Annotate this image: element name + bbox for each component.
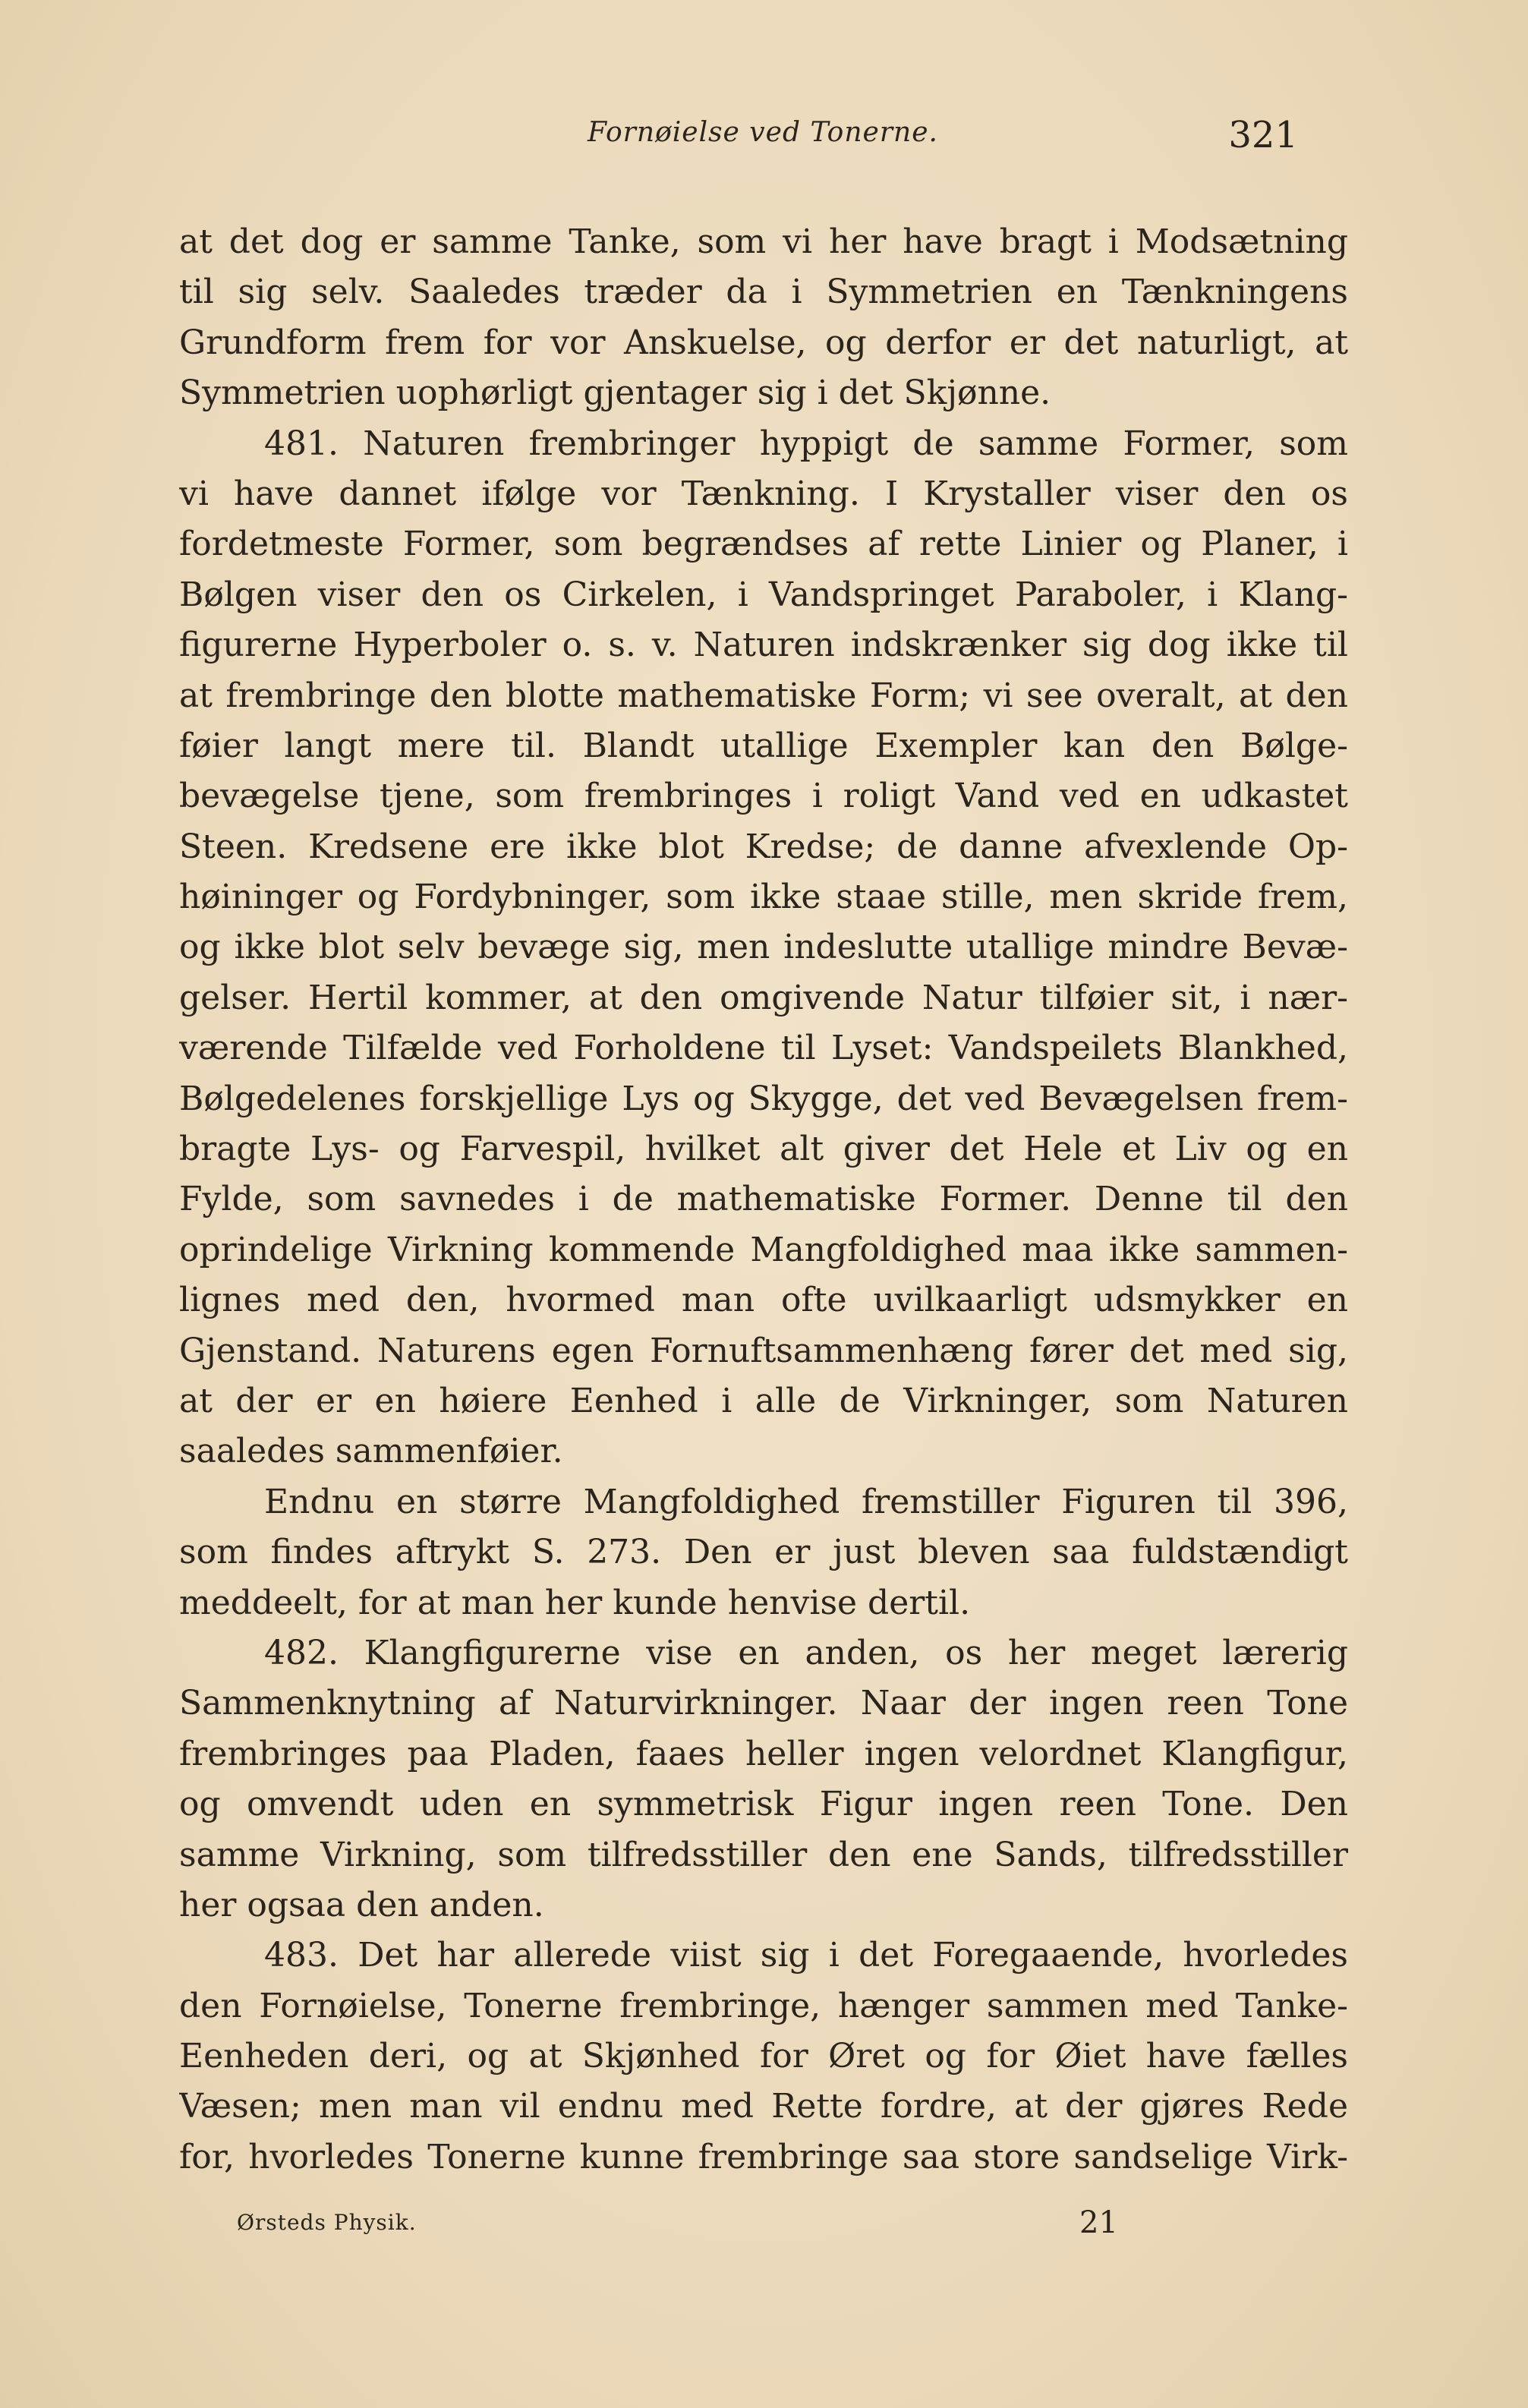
- text-line: vi have dannet ifølge vor Tænkning. I Krystaller viser den os: [179, 474, 1348, 513]
- text-line: at der er en høiere Eenhed i alle de Virkninger, som Naturen: [179, 1381, 1348, 1420]
- text-line: gelser. Hertil kommer, at den omgivende Natur tilføier sit, i nær-: [179, 978, 1348, 1017]
- page-header: [182, 114, 1344, 167]
- body-text: [179, 217, 1348, 2183]
- signature-mark: Ørsteds Physik.: [237, 2210, 417, 2235]
- text-line: den Fornøielse, Tonerne frembringe, hænger sammen med Tanke-: [179, 1986, 1348, 2025]
- text-line: at frembringe den blotte mathematiske Form; vi see overalt, at den: [179, 676, 1348, 715]
- text-line: Grundform frem for vor Anskuelse, og derfor er det naturligt, at: [179, 323, 1348, 362]
- text-line: bevægelse tjene, som frembringes i roligt Vand ved en udkastet: [179, 777, 1348, 816]
- page-number: 321: [1228, 114, 1298, 156]
- text-line: her ogsaa den anden.: [179, 1885, 544, 1924]
- text-line: lignes med den, hvormed man ofte uvilkaarligt udsmykker en: [179, 1281, 1348, 1320]
- text-line: værende Tilfælde ved Forholdene til Lyset: Vandspeilets Blankhed,: [179, 1029, 1348, 1068]
- text-line: at det dog er samme Tanke, som vi her have bragt i Modsætning: [179, 222, 1348, 261]
- running-title: Fornøielse ved Tonerne.: [588, 117, 938, 148]
- text-line: Sammenknytning af Naturvirkninger. Naar der ingen reen Tone: [179, 1684, 1348, 1723]
- text-line: samme Virkning, som tilfredsstiller den ene Sands, tilfredsstiller: [179, 1835, 1348, 1874]
- text-line: som findes aftrykt S. 273. Den er just bleven saa fuldstændigt: [179, 1533, 1348, 1572]
- text-line: til sig selv. Saaledes træder da i Symmetrien en Tænkningens: [179, 273, 1348, 312]
- signature-number: 21: [1079, 2205, 1118, 2240]
- text-line: for, hvorledes Tonerne kunne frembringe saa store sandselige Virk-: [179, 2137, 1348, 2176]
- text-line: Fylde, som savnedes i de mathematiske Former. Denne til den: [179, 1180, 1348, 1219]
- text-line: Symmetrien uophørligt gjentager sig i det Skjønne.: [179, 373, 1051, 413]
- text-line: 483. Det har allerede viist sig i det Foregaaende, hvorledes: [264, 1936, 1348, 1975]
- text-line: og omvendt uden en symmetrisk Figur ingen reen Tone. Den: [179, 1785, 1348, 1824]
- text-line: høininger og Fordybninger, som ikke staae stille, men skride frem,: [179, 878, 1348, 917]
- text-line: Bølgen viser den os Cirkelen, i Vandspringet Paraboler, i Klang-: [179, 575, 1348, 614]
- text-line: og ikke blot selv bevæge sig, men indeslutte utallige mindre Bevæ-: [179, 928, 1348, 967]
- text-line: Eenheden deri, og at Skjønhed for Øret og for Øiet have fælles: [179, 2037, 1348, 2076]
- text-line: meddeelt, for at man her kunde henvise dertil.: [179, 1583, 971, 1622]
- text-line: 481. Naturen frembringer hyppigt de samme Former, som: [264, 424, 1348, 463]
- text-line: bragte Lys- og Farvespil, hvilket alt giver det Hele et Liv og en: [179, 1130, 1348, 1169]
- text-line: 482. Klangfigurerne vise en anden, os her meget lærerig: [264, 1633, 1348, 1672]
- text-line: Væsen; men man vil endnu med Rette fordre, at der gjøres Rede: [179, 2087, 1348, 2126]
- text-line: saaledes sammenføier.: [179, 1432, 563, 1471]
- text-line: figurerne Hyperboler o. s. v. Naturen indskrænker sig dog ikke til: [179, 626, 1348, 665]
- text-line: Bølgedelenes forskjellige Lys og Skygge, det ved Bevægelsen frem-: [179, 1079, 1348, 1118]
- text-line: frembringes paa Pladen, faaes heller ingen velordnet Klangfigur,: [179, 1734, 1348, 1773]
- text-line: oprindelige Virkning kommende Mangfoldighed maa ikke sammen-: [179, 1230, 1348, 1269]
- text-line: fordetmeste Former, som begrændses af rette Linier og Planer, i: [179, 525, 1348, 564]
- text-line: Endnu en større Mangfoldighed fremstiller Figuren til 396,: [264, 1482, 1348, 1521]
- text-line: Steen. Kredsene ere ikke blot Kredse; de danne afvexlende Op-: [179, 827, 1348, 866]
- text-line: føier langt mere til. Blandt utallige Exempler kan den Bølge-: [179, 726, 1348, 765]
- text-line: Gjenstand. Naturens egen Fornuftsammenhæng fører det med sig,: [179, 1331, 1348, 1370]
- page-footer: [228, 2205, 1215, 2243]
